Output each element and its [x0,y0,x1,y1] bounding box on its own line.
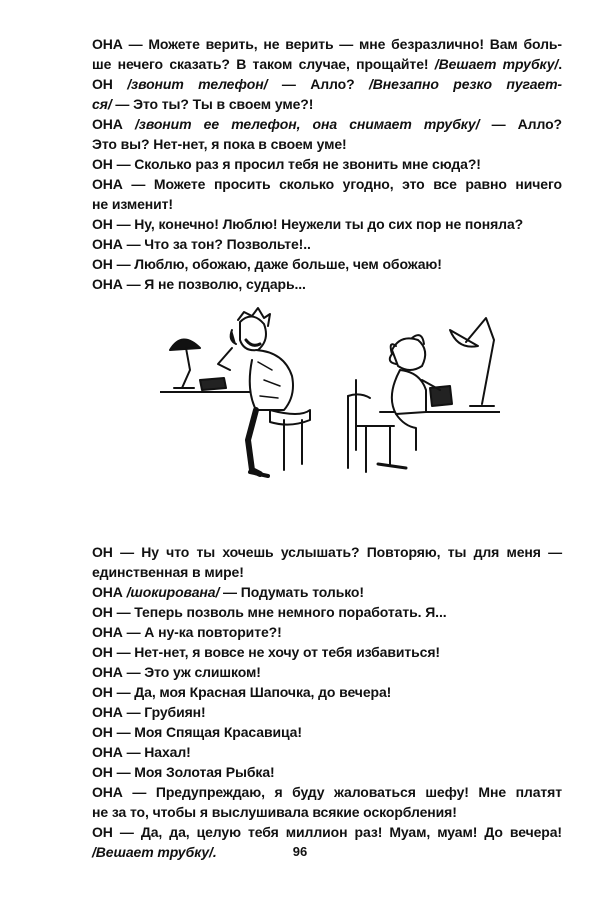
text-line: не за то, чтобы я выслушивала всякие оскорбления! [92,804,457,820]
text-line: ОН — Ну что ты хочешь услышать? Повторяю, ты для меня — [92,544,562,560]
text-line: ОНА — Можете верить, не верить — мне безразлично! Вам боль- [92,36,562,52]
text-line: ОН — Да, моя Красная Шапочка, до вечера! [92,684,392,700]
text-line: ОН — Моя Золотая Рыбка! [92,764,275,780]
text-line: /Вешает трубку/. [92,844,217,860]
text-line: ОНА — Что за тон? Позвольте!.. [92,236,311,252]
text-line: Это вы? Нет-нет, я пока в своем уме! [92,136,347,152]
text-line: ОН — Моя Спящая Красавица! [92,724,302,740]
text-line: ОНА — Нахал! [92,744,191,760]
text-line: ОН — Теперь позволь мне немного поработать. Я... [92,604,447,620]
page-number: 96 [292,844,308,859]
text-line: ся/ — Это ты? Ты в своем уме?! [92,96,314,112]
text-line: ОН /звонит телефон/ — Алло? /Внезапно резко пугает- [92,76,562,92]
dialogue-bottom [92,542,562,862]
text-line: ОНА /шокирована/ — Подумать только! [92,584,364,600]
text-line: ОНА — Я не позволю, сударь... [92,276,306,292]
text-line: ОН — Да, да, целую тебя миллион раз! Муам, муам! До вечера! [92,824,562,840]
telephone-illustration [160,300,500,500]
text-line: ОНА /звонит ее телефон, она снимает трубку/ — Алло? [92,116,562,132]
text-line: ОНА — А ну-ка повторите?! [92,624,282,640]
text-line: ОН — Нет-нет, я вовсе не хочу от тебя избавиться! [92,644,440,660]
text-line: ОН — Сколько раз я просил тебя не звонить мне сюда?! [92,156,481,172]
dialogue-top [92,34,562,294]
text-line: ОН — Люблю, обожаю, даже больше, чем обожаю! [92,256,442,272]
text-line: ше нечего сказать? В таком случае, прощайте! /Вешает трубку/. [92,56,562,72]
text-line: ОНА — Предупреждаю, я буду жаловаться шефу! Мне платят [92,784,562,800]
text-line: ОНА — Можете просить сколько угодно, это все равно ничего [92,176,562,192]
text-line: ОНА — Это уж слишком! [92,664,261,680]
text-line: единственная в мире! [92,564,244,580]
text-line: не изменит! [92,196,173,212]
text-line: ОН — Ну, конечно! Люблю! Неужели ты до сих пор не поняла? [92,216,524,232]
text-line: ОНА — Грубиян! [92,704,206,720]
